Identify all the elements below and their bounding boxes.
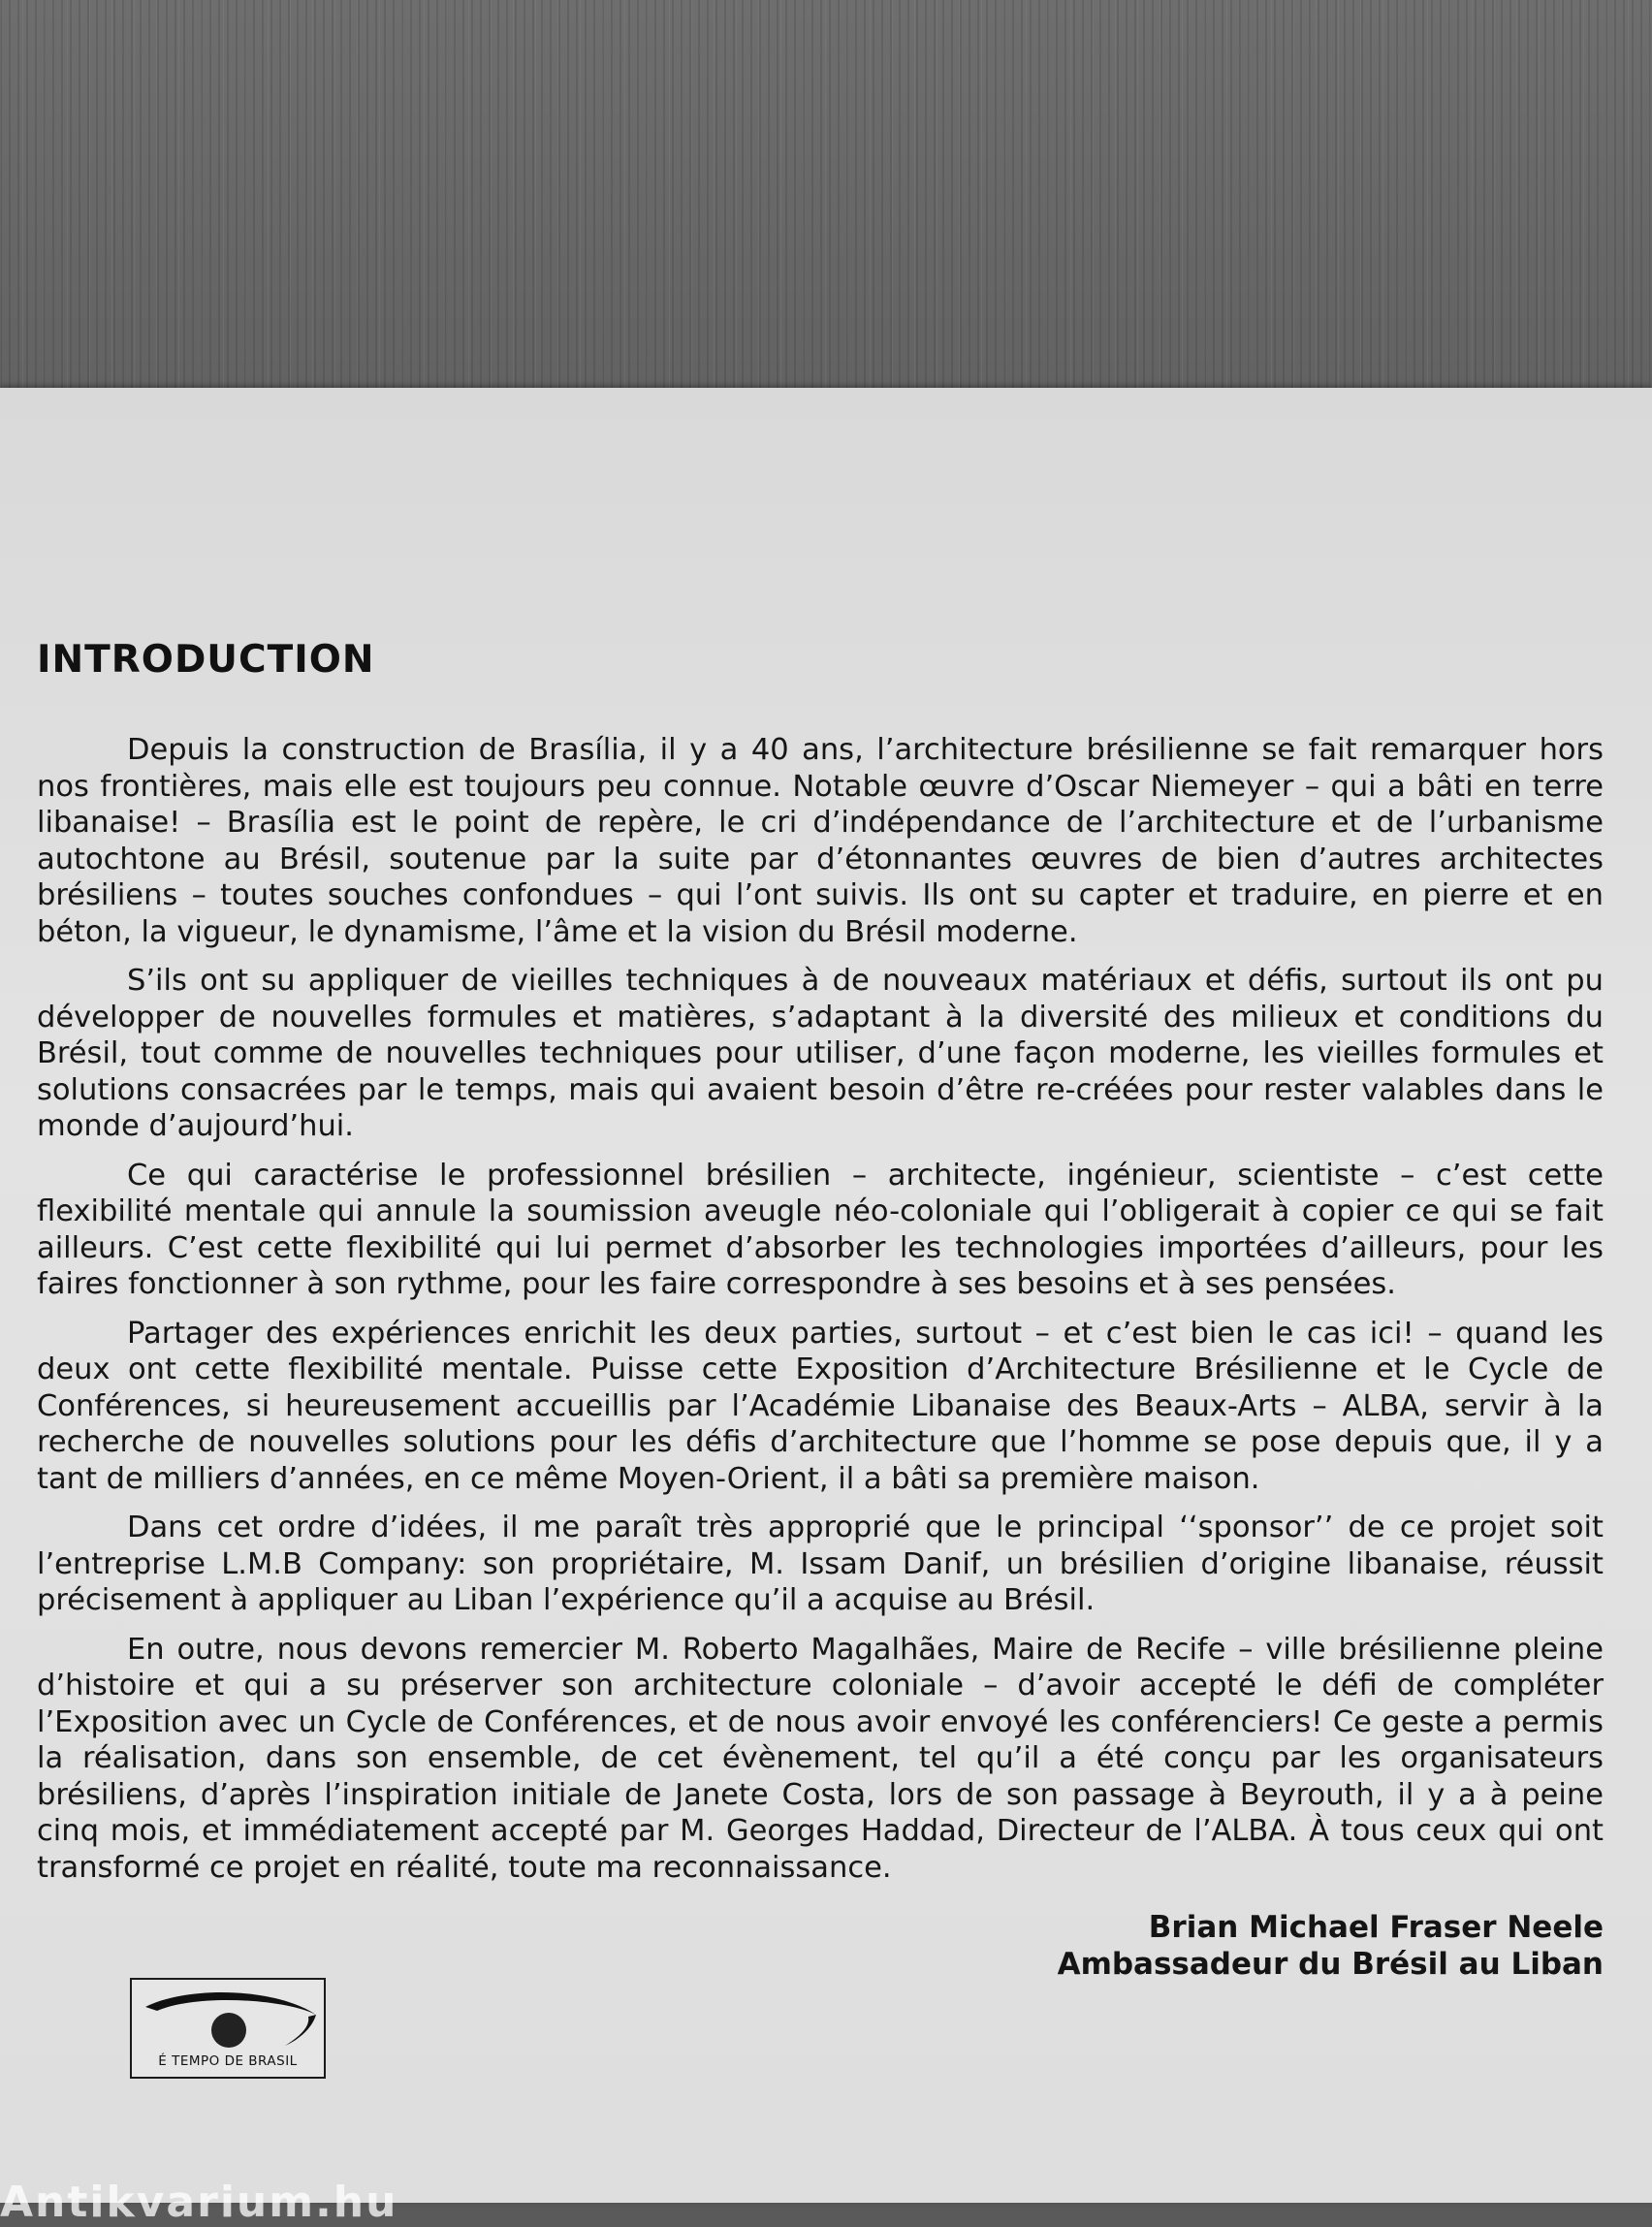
signature-title: Ambassadeur du Brésil au Liban <box>1057 1947 1604 1982</box>
watermark: Antikvarium.hu <box>0 2178 398 2227</box>
paragraph-6: En outre, nous devons remercier M. Roberto Magalhães, Maire de Recife – ville brésilienne pleine d’histoire et qui a su préserver son architecture coloniale – d’avoir accepté le défi de compléter l’Exposition avec un Cycle de Conférences, et de nous avoir envoyé les conférenciers! Ce geste a permis la réalisation, dans son ensemble, de cet évènement, tel qu’il a été conçu par les organisateurs brésiliens, d’après l’inspiration initiale de Janete Costa, lors de son passage à Beyrouth, il y a à peine cinq mois, et immédiatement accepté par M. Georges Haddad, Directeur de l’ALBA. À tous ceux qui ont transformé ce projet en réalité, toute ma reconnaissance. <box>37 1632 1604 1885</box>
paragraph-1: Depuis la construction de Brasília, il y a 40 ans, l’architecture brésilienne se fait remarquer hors nos frontières, mais elle est toujours peu connue. Notable œuvre d’Oscar Niemeyer – qui a bâti en terre libanaise! – Brasília est le point de repère, le cri d’indépendance de l’architecture et de l’urbanisme autochtone au Brésil, soutenue par la suite par d’étonnantes œuvres de bien d’autres architectes brésiliens – toutes souches confondues – qui l’ont suivis. Ils ont su capter et traduire, en pierre et en béton, la vigueur, le dynamisme, l’âme et la vision du Brésil moderne. <box>37 733 1604 949</box>
logo <box>130 1978 326 2079</box>
eye-swoosh-icon <box>140 1986 318 2053</box>
page-title: INTRODUCTION <box>37 638 375 682</box>
document-page <box>0 388 1652 2203</box>
signature-block <box>37 1909 1604 1983</box>
paragraph-4: Partager des expériences enrichit les deux parties, surtout – et c’est bien le cas ici! – quand les deux ont cette flexibilité mentale. Puisse cette Exposition d’Architecture Brésilienne et le Cycle de Conférences, si heureusement accueillis par l’Académie Libanaise des Beaux-Arts – ALBA, servir à la recherche de nouvelles solutions pour les défis d’architecture que l’homme se pose depuis que, il y a tant de milliers d’années, en ce même Moyen-Orient, il a bâti sa première maison. <box>37 1316 1604 1496</box>
paragraph-5: Dans cet ordre d’idées, il me paraît très approprié que le principal ‘‘sponsor’’ de ce projet soit l’entreprise L.M.B Company: son propriétaire, M. Issam Danif, un brésilien d’origine libanaise, réussit précisement à appliquer au Liban l’expérience qu’il a acquise au Brésil. <box>37 1511 1604 1617</box>
signature-name: Brian Michael Fraser Neele <box>1148 1910 1604 1945</box>
logo-text: É TEMPO DE BRASIL <box>158 2053 298 2069</box>
document-body <box>37 638 1604 1983</box>
paragraph-2: S’ils ont su appliquer de vieilles techniques à de nouveaux matériaux et défis, surtout ils ont pu développer de nouvelles formules et matières, s’adaptant à la diversité des milieux et conditions du Brésil, tout comme de nouvelles techniques pour utiliser, d’une façon moderne, les vieilles formules et solutions consacrées par le temps, mais qui avaient besoin d’être re-créées pour rester valables dans le monde d’aujourd’hui. <box>37 964 1604 1143</box>
background-surface <box>0 0 1652 407</box>
paragraph-3: Ce qui caractérise le professionnel brésilien – architecte, ingénieur, scientiste – c’est cette flexibilité mentale qui annule la soumission aveugle néo-coloniale qui l’obligerait à copier ce qui se fait ailleurs. C’est cette flexibilité qui lui permet d’absorber les technologies importées d’ailleurs, pour les faires fonctionner à son rythme, pour les faire correspondre à ses besoins et à ses pensées. <box>37 1158 1604 1301</box>
